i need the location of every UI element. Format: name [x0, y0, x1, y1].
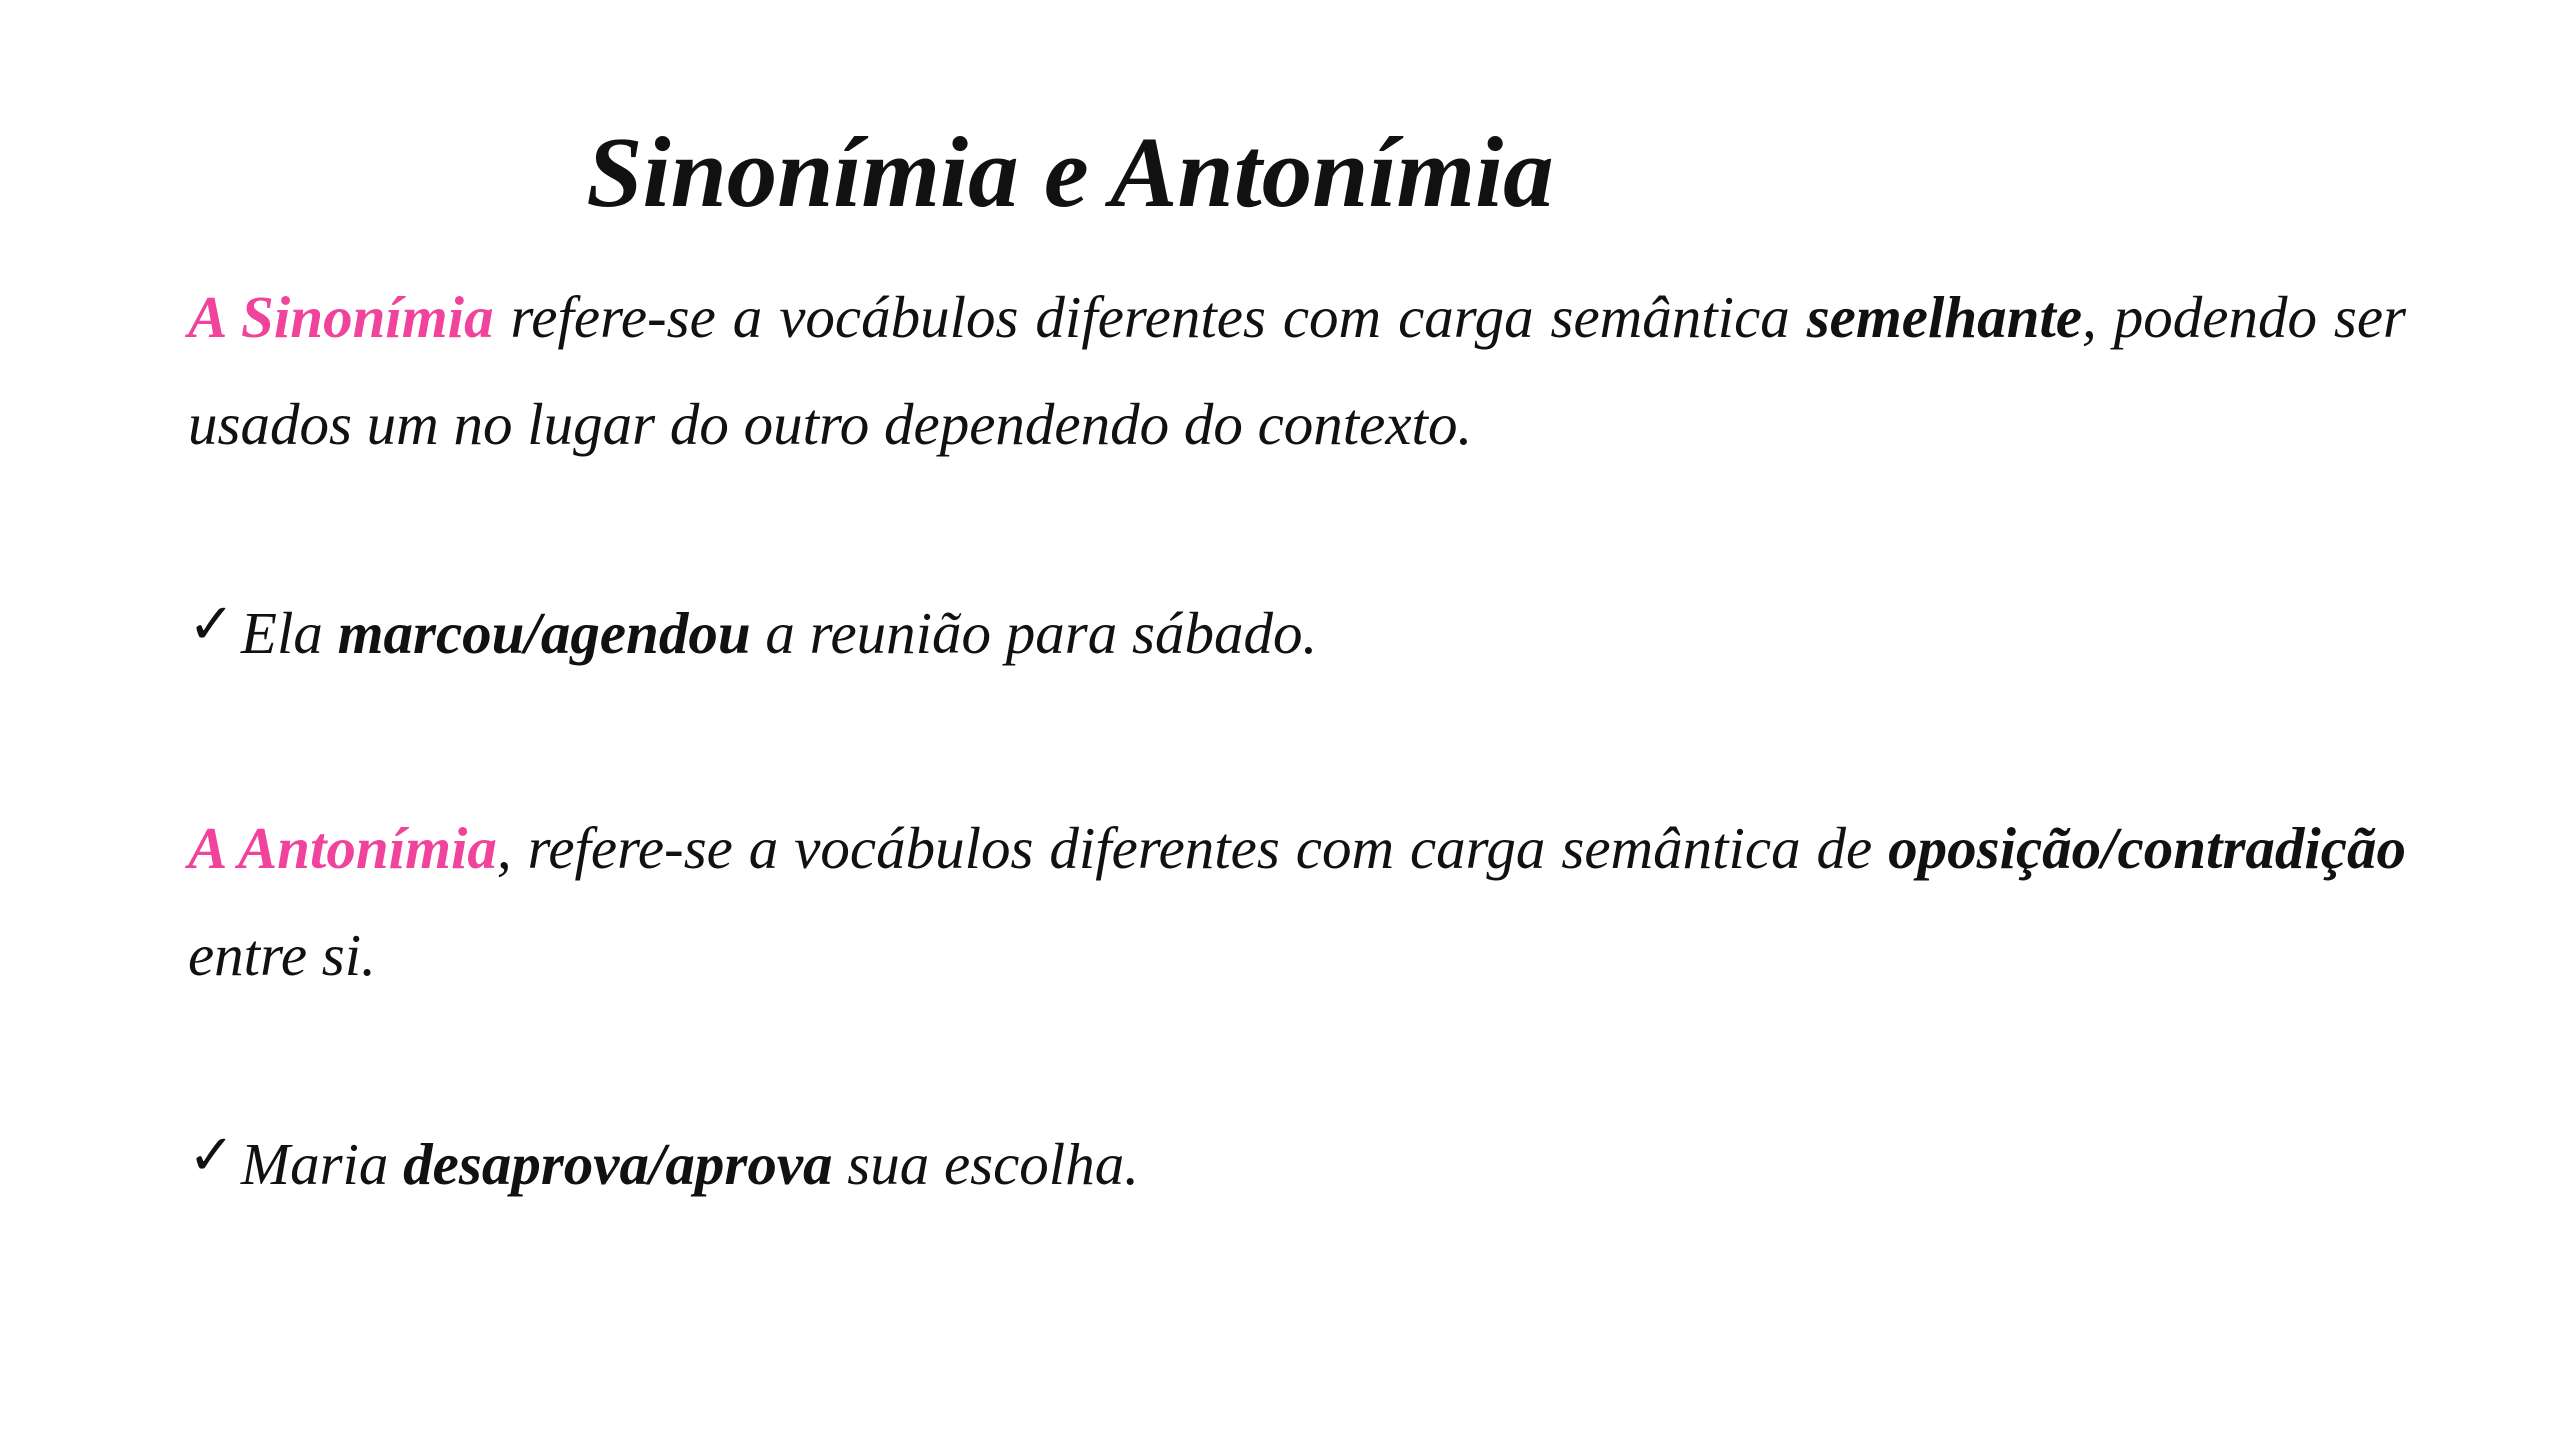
check-mark-icon: ✓	[188, 592, 235, 657]
sinonimia-emphasis: semelhante	[1806, 284, 2083, 350]
antonimia-example-emphasis: desaprova/aprova	[403, 1131, 833, 1197]
sinonimia-example-emphasis: marcou/agendou	[337, 600, 751, 666]
antonimia-term: A Antonímia	[188, 815, 497, 881]
sinonimia-term: A Sinonímia	[188, 284, 494, 350]
sinonimia-text-before: refere-se a vocábulos diferentes com carga semântica	[493, 284, 1807, 350]
antonimia-text-before: , refere-se a vocábulos diferentes com carga semântica de	[496, 815, 1889, 881]
sinonimia-example	[188, 593, 1317, 675]
sinonimia-definition	[188, 264, 2406, 478]
sinonimia-text-after: , podendo ser usados um no lugar do outro dependendo do contexto.	[188, 284, 2407, 457]
antonimia-example	[188, 1124, 1139, 1206]
antonimia-example-before: Maria	[240, 1131, 404, 1197]
slide-title: Sinonímia e Antonímia	[586, 116, 1554, 228]
antonimia-definition	[188, 795, 2406, 1009]
sinonimia-example-before: Ela	[240, 600, 338, 666]
antonimia-text-after: entre si.	[188, 922, 376, 988]
antonimia-emphasis: oposição/contradição	[1888, 815, 2406, 881]
antonimia-example-after: sua escolha.	[832, 1131, 1139, 1197]
check-mark-icon: ✓	[188, 1123, 235, 1188]
sinonimia-example-after: a reunião para sábado.	[750, 600, 1318, 666]
